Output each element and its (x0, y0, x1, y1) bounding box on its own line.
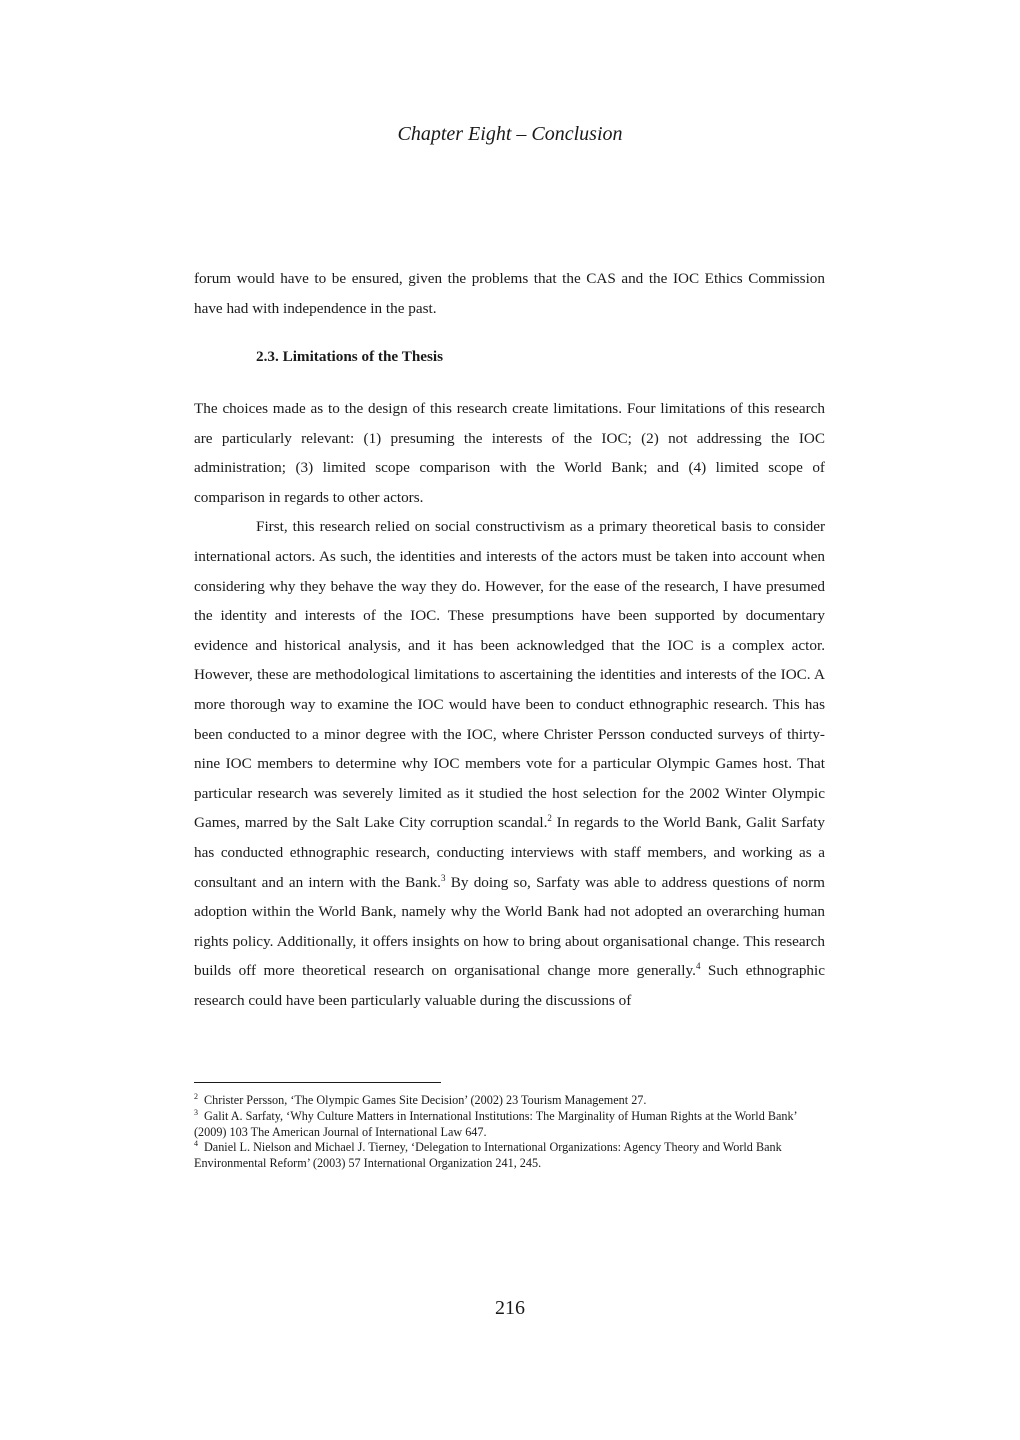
running-head: Chapter Eight – Conclusion (397, 123, 623, 145)
footnote-3 (194, 1109, 825, 1141)
footnote-ref-4[interactable]: 4 (695, 961, 701, 972)
intro-paragraph (194, 264, 825, 323)
intro-text: forum would have to be ensured, given the problems that the CAS and the IOC Ethics Commission have had with independence in the past. (194, 270, 825, 317)
footnote-ref-3[interactable]: 3 (440, 872, 446, 883)
footnote-divider (194, 1082, 441, 1083)
footnote-number: 4 (194, 1139, 198, 1149)
footnote-text: Galit A. Sarfaty, ‘Why Culture Matters in International Institutions: The Marginality of Human Rights at the World Bank’ (2009) 103 The American Journal of International Law 647. (194, 1108, 797, 1139)
paragraph-text-part3: By doing so, Sarfaty was able to address questions of norm adoption within the World Bank, namely why the World Bank had not adopted an overarching human rights policy. Additionally, it offers insights on how to bring about organisational change. This research builds off more theoretical research on organisational change more generally. (194, 873, 825, 980)
paragraph-first-limitation (194, 512, 825, 1015)
main-body (194, 394, 825, 1015)
paragraph-text-part1: First, this research relied on social constructivism as a primary theoretical basis to consider international actors. As such, the identities and interests of the actors must be taken into account when considering why they behave the way they do. However, for the ease of the research, I have presumed the identity and interests of the IOC. These presumptions have been supported by documentary evidence and historical analysis, and it has been acknowledged that the IOC is a complex actor. However, these are methodological limitations to ascertaining the identities and interests of the IOC. A more thorough way to examine the IOC would have been to conduct ethnographic research. This has been conducted to a minor degree with the IOC, where Christer Persson conducted surveys of thirty-nine IOC members to determine why IOC members vote for a particular Olympic Games host. That particular research was severely limited as it studied the host selection for the 2002 Winter Olympic Games, marred by the Salt Lake City corruption scandal. (194, 518, 825, 832)
paragraph-text-part4: Such ethnographic research could have been particularly valuable during the discussions of (194, 962, 825, 1009)
page-number: 216 (495, 1297, 525, 1319)
footnote-number: 3 (194, 1107, 198, 1117)
paragraph-text-part2: In regards to the World Bank, Galit Sarfaty has conducted ethnographic research, conducting interviews with staff members, and working as a consultant and an intern with the Bank. (194, 814, 825, 891)
footnote-text: Daniel L. Nielson and Michael J. Tierney, ‘Delegation to International Organizations: Agency Theory and World Bank Environmental Reform’ (2003) 57 International Organization 241, 245. (194, 1140, 782, 1171)
footnote-ref-2[interactable]: 2 (547, 813, 552, 824)
footnotes (194, 1093, 825, 1172)
section-heading: 2.3. Limitations of the Thesis (256, 348, 444, 365)
paragraph-limitations-overview: The choices made as to the design of this research create limitations. Four limitations of this research are particularly relevant: (1) presuming the interests of the IOC; (2) not addressing the IOC administration; (3) limited scope comparison with the World Bank; and (4) limited scope of comparison in regards to other actors. (194, 400, 825, 506)
footnote-text: Christer Persson, ‘The Olympic Games Site Decision’ (2002) 23 Tourism Management 27. (204, 1093, 647, 1107)
footnote-4 (194, 1140, 825, 1172)
footnote-2 (194, 1093, 825, 1109)
footnote-number: 2 (194, 1092, 198, 1101)
